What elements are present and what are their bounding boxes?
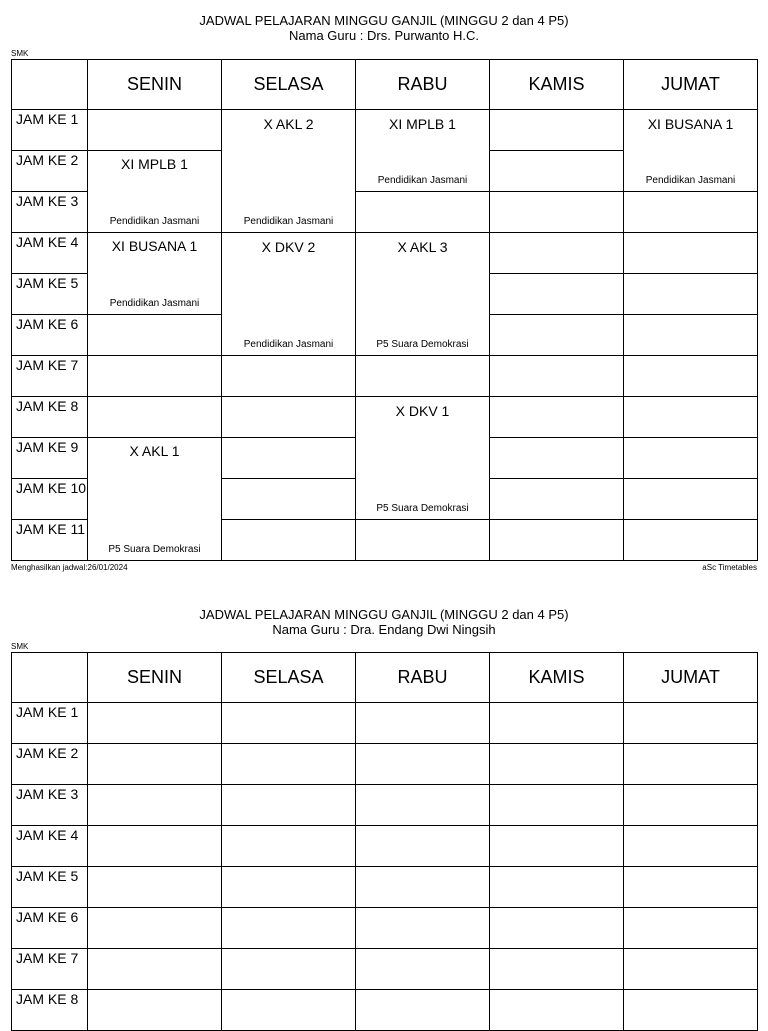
empty-cell — [222, 520, 356, 561]
day-header-jumat: JUMAT — [624, 60, 758, 110]
empty-cell — [88, 785, 222, 826]
lesson-subject: Pendidikan Jasmani — [109, 216, 200, 227]
empty-cell — [88, 744, 222, 785]
lesson-class: X DKV 1 — [395, 403, 450, 419]
timetable-grid — [11, 652, 758, 1031]
period-row — [12, 744, 758, 785]
empty-cell — [88, 908, 222, 949]
lesson-class: X AKL 3 — [397, 239, 448, 255]
empty-cell — [222, 908, 356, 949]
empty-cell — [490, 520, 624, 561]
empty-cell — [624, 192, 758, 233]
empty-cell — [88, 949, 222, 990]
empty-cell — [356, 826, 490, 867]
period-label: JAM KE 3 — [12, 192, 88, 233]
period-label: JAM KE 2 — [12, 744, 88, 785]
empty-cell — [222, 438, 356, 479]
lesson-class: XI MPLB 1 — [389, 116, 456, 132]
empty-cell — [222, 397, 356, 438]
lesson-class: X DKV 2 — [261, 239, 316, 255]
empty-cell — [624, 438, 758, 479]
day-header-kamis: KAMIS — [490, 653, 624, 703]
empty-cell — [490, 110, 624, 151]
day-header-rabu: RABU — [356, 60, 490, 110]
empty-cell — [490, 826, 624, 867]
lesson-cell — [624, 110, 758, 192]
empty-cell — [222, 826, 356, 867]
empty-cell — [624, 703, 758, 744]
period-label: JAM KE 11 — [12, 520, 88, 561]
period-label: JAM KE 5 — [12, 867, 88, 908]
empty-cell — [88, 867, 222, 908]
empty-cell — [490, 785, 624, 826]
day-header-kamis: KAMIS — [490, 60, 624, 110]
school-label: SMK — [11, 49, 29, 58]
empty-cell — [624, 990, 758, 1031]
lesson-subject: Pendidikan Jasmani — [109, 298, 200, 309]
period-row — [12, 785, 758, 826]
empty-cell — [356, 785, 490, 826]
empty-cell — [356, 192, 490, 233]
empty-cell — [624, 274, 758, 315]
empty-cell — [356, 867, 490, 908]
lesson-class: X AKL 1 — [129, 443, 180, 459]
period-label: JAM KE 7 — [12, 949, 88, 990]
empty-cell — [356, 908, 490, 949]
period-row — [12, 908, 758, 949]
period-row — [12, 703, 758, 744]
empty-cell — [356, 356, 490, 397]
period-label: JAM KE 4 — [12, 826, 88, 867]
lesson-subject: Pendidikan Jasmani — [645, 175, 736, 186]
lesson-cell — [222, 110, 356, 233]
lesson-class: X AKL 2 — [263, 116, 314, 132]
empty-cell — [490, 192, 624, 233]
period-label: JAM KE 8 — [12, 397, 88, 438]
empty-cell — [222, 867, 356, 908]
period-row — [12, 990, 758, 1031]
lesson-cell — [356, 110, 490, 192]
empty-cell — [490, 479, 624, 520]
sheet-title: JADWAL PELAJARAN MINGGU GANJIL (MINGGU 2 dan 4 P5) — [199, 13, 569, 28]
lesson-subject: P5 Suara Demokrasi — [376, 339, 469, 350]
period-row — [12, 356, 758, 397]
period-label: JAM KE 5 — [12, 274, 88, 315]
empty-cell — [356, 990, 490, 1031]
timetable-grid — [11, 59, 758, 561]
empty-cell — [88, 110, 222, 151]
empty-cell — [356, 744, 490, 785]
empty-cell — [490, 990, 624, 1031]
empty-cell — [88, 990, 222, 1031]
empty-cell — [88, 703, 222, 744]
lesson-subject: P5 Suara Demokrasi — [376, 503, 469, 514]
teacher-name: Nama Guru : Dra. Endang Dwi Ningsih — [272, 622, 496, 637]
period-label: JAM KE 6 — [12, 315, 88, 356]
period-label: JAM KE 1 — [12, 110, 88, 151]
empty-cell — [490, 356, 624, 397]
empty-cell — [490, 703, 624, 744]
period-label: JAM KE 6 — [12, 908, 88, 949]
software-credit: aSc Timetables — [702, 563, 757, 572]
empty-cell — [624, 397, 758, 438]
period-label: JAM KE 8 — [12, 990, 88, 1031]
day-header-senin: SENIN — [88, 60, 222, 110]
period-label: JAM KE 7 — [12, 356, 88, 397]
lesson-cell — [222, 233, 356, 356]
empty-cell — [222, 703, 356, 744]
day-header-selasa: SELASA — [222, 60, 356, 110]
lesson-cell — [88, 151, 222, 233]
period-label: JAM KE 2 — [12, 151, 88, 192]
period-row — [12, 826, 758, 867]
empty-cell — [88, 826, 222, 867]
empty-cell — [624, 479, 758, 520]
period-label: JAM KE 4 — [12, 233, 88, 274]
period-row — [12, 949, 758, 990]
lesson-class: XI MPLB 1 — [121, 156, 188, 172]
empty-cell — [356, 949, 490, 990]
day-header-selasa: SELASA — [222, 653, 356, 703]
period-label: JAM KE 9 — [12, 438, 88, 479]
empty-cell — [490, 744, 624, 785]
lesson-cell — [356, 397, 490, 520]
period-label: JAM KE 10 — [12, 479, 88, 520]
period-row — [12, 110, 758, 151]
empty-cell — [490, 867, 624, 908]
empty-cell — [490, 438, 624, 479]
generated-date: Menghasilkan jadwal:26/01/2024 — [11, 563, 128, 572]
empty-cell — [490, 274, 624, 315]
empty-cell — [222, 785, 356, 826]
empty-cell — [624, 785, 758, 826]
lesson-subject: Pendidikan Jasmani — [243, 216, 334, 227]
empty-cell — [222, 949, 356, 990]
empty-cell — [624, 744, 758, 785]
empty-cell — [490, 397, 624, 438]
empty-cell — [490, 233, 624, 274]
lesson-class: XI BUSANA 1 — [647, 116, 734, 132]
corner-cell — [12, 653, 88, 703]
empty-cell — [222, 744, 356, 785]
empty-cell — [624, 315, 758, 356]
period-row — [12, 867, 758, 908]
empty-cell — [624, 867, 758, 908]
period-label: JAM KE 3 — [12, 785, 88, 826]
empty-cell — [624, 520, 758, 561]
empty-cell — [490, 151, 624, 192]
sheet-title: JADWAL PELAJARAN MINGGU GANJIL (MINGGU 2 dan 4 P5) — [199, 607, 569, 622]
empty-cell — [222, 356, 356, 397]
empty-cell — [624, 356, 758, 397]
empty-cell — [624, 233, 758, 274]
day-header-jumat: JUMAT — [624, 653, 758, 703]
empty-cell — [222, 479, 356, 520]
empty-cell — [490, 908, 624, 949]
empty-cell — [222, 990, 356, 1031]
period-row — [12, 397, 758, 438]
empty-cell — [356, 703, 490, 744]
lesson-class: XI BUSANA 1 — [111, 238, 198, 254]
day-header-senin: SENIN — [88, 653, 222, 703]
period-row — [12, 233, 758, 274]
school-label: SMK — [11, 642, 29, 651]
empty-cell — [624, 908, 758, 949]
day-header-rabu: RABU — [356, 653, 490, 703]
empty-cell — [88, 397, 222, 438]
lesson-cell — [356, 233, 490, 356]
empty-cell — [88, 315, 222, 356]
lesson-subject: Pendidikan Jasmani — [243, 339, 334, 350]
empty-cell — [88, 356, 222, 397]
lesson-subject: Pendidikan Jasmani — [377, 175, 468, 186]
empty-cell — [624, 826, 758, 867]
empty-cell — [490, 315, 624, 356]
period-label: JAM KE 1 — [12, 703, 88, 744]
lesson-cell — [88, 233, 222, 315]
empty-cell — [624, 949, 758, 990]
lesson-subject: P5 Suara Demokrasi — [108, 544, 201, 555]
corner-cell — [12, 60, 88, 110]
empty-cell — [356, 520, 490, 561]
teacher-name: Nama Guru : Drs. Purwanto H.C. — [289, 28, 479, 43]
empty-cell — [490, 949, 624, 990]
lesson-cell — [88, 438, 222, 561]
